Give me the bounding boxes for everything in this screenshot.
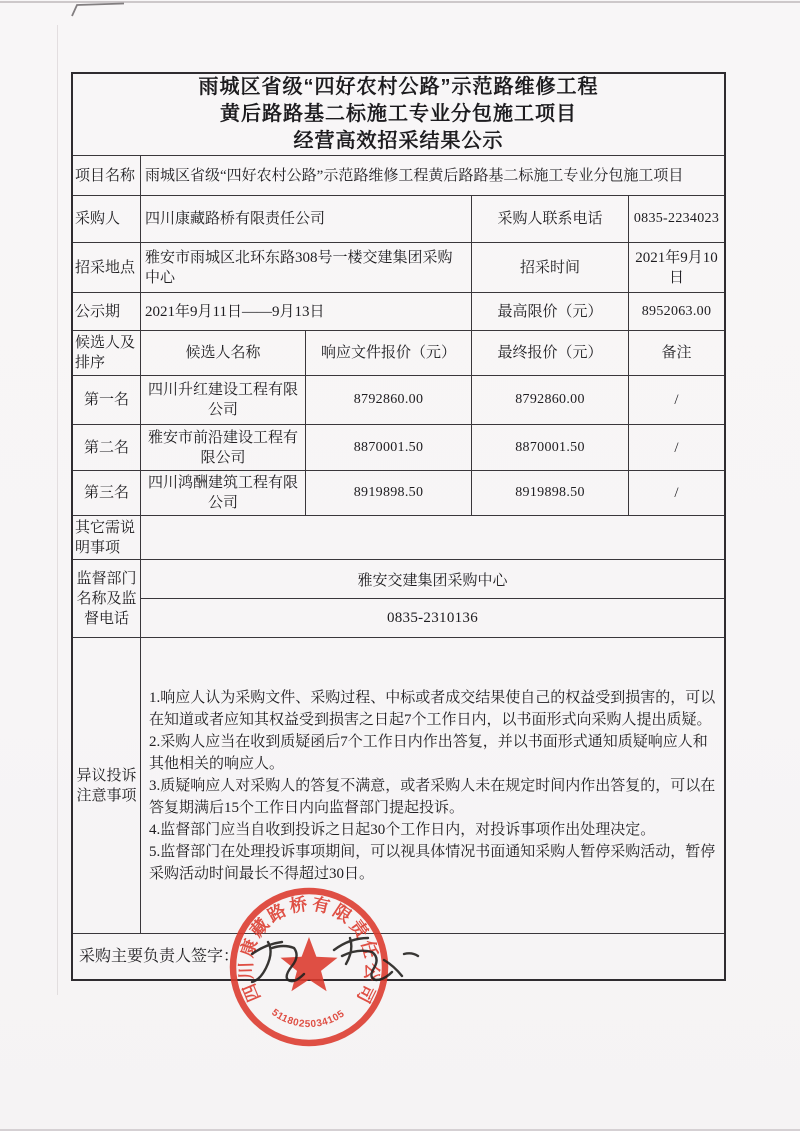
- candidate-rank: 第三名: [83, 485, 129, 501]
- handwritten-signature: [238, 920, 453, 994]
- candidate-doc-bid: 8792860.00: [305, 376, 471, 424]
- announcement-table: [71, 72, 726, 981]
- supervisor-label: 监督部门名称及监督电话: [76, 570, 137, 627]
- header-doc-bid: 响应文件报价（元）: [305, 331, 471, 375]
- candidate-doc-bid: 8919898.50: [305, 471, 471, 515]
- header-candidate-name: 候选人名称: [140, 331, 305, 375]
- objection-item-5: 5.监督部门在处理投诉事项期间，可以视具体情况书面通知采购人暂停采购活动，暂停采购活动时间最长不得超过30日。: [149, 843, 716, 882]
- supervisor-phone: 0835-2310136: [141, 598, 724, 637]
- candidate-remark: /: [628, 425, 724, 470]
- other-notes-value: [140, 516, 724, 559]
- seal-company-text: 四川康藏路桥有限责任公司: [235, 893, 383, 1010]
- max-price-value: 8952063.00: [628, 293, 724, 330]
- document-title: [73, 74, 724, 155]
- project-name-value: 雨城区省级“四好农村公路”示范路维修工程黄后路路基二标施工专业分包施工项目: [140, 156, 724, 195]
- publicity-label: 公示期: [75, 303, 121, 320]
- title-line-2: 黄后路路基二标施工专业分包施工项目: [220, 103, 577, 125]
- objection-label: 异议投诉注意事项: [76, 767, 137, 804]
- row-venue: [73, 242, 724, 292]
- objection-item-4: 4.监督部门应当自收到投诉之日起30个工作日内，对投诉事项作出处理决定。: [149, 821, 656, 838]
- candidates-section-label: 候选人及排序: [75, 335, 136, 371]
- supervisor-values: [140, 560, 724, 637]
- row-supervisor: [73, 559, 724, 637]
- candidate-remark: /: [628, 376, 724, 424]
- candidate-name: 雅安市前沿建设工程有限公司: [140, 425, 305, 470]
- candidate-remark: /: [628, 471, 724, 515]
- title-line-3: 经营高效招采结果公示: [293, 130, 504, 152]
- row-project-name: [73, 155, 724, 195]
- max-price-label: 最高限价（元）: [471, 293, 628, 330]
- project-name-label: 项目名称: [75, 167, 136, 184]
- candidates-header-row: [73, 330, 724, 375]
- row-other-notes: [73, 515, 724, 559]
- other-notes-label: 其它需说明事项: [75, 519, 136, 556]
- scan-streak-left: [57, 25, 58, 995]
- purchaser-value: 四川康藏路桥有限责任公司: [140, 196, 471, 242]
- objection-item-2: 2.采购人应当在收到质疑函后7个工作日内作出答复，并以书面形式通知质疑响应人和其他相关的响应人。: [149, 733, 708, 772]
- venue-value: 雅安市雨城区北环东路308号一楼交建集团采购中心: [140, 243, 471, 292]
- venue-label: 招采地点: [75, 259, 136, 276]
- purchaser-phone-value: 0835-2234023: [628, 196, 724, 242]
- candidate-final-bid: 8919898.50: [471, 471, 628, 515]
- seal-serial-number: 5118025034105: [269, 1007, 347, 1031]
- time-value: 2021年9月10日: [628, 243, 724, 292]
- candidate-name: 四川鸿酬建筑工程有限公司: [140, 471, 305, 515]
- objection-item-1: 1.响应人认为采购文件、采购过程、中标或者成交结果使自己的权益受到损害的，可以在知道或者应知其权益受到损害之日起7个工作日内，以书面形式向采购人提出质疑。: [149, 689, 716, 728]
- objection-item-3: 3.质疑响应人对采购人的答复不满意，或者采购人未在规定时间内作出答复的，可以在答复期满后15个工作日内向监督部门提起投诉。: [149, 777, 716, 816]
- candidate-doc-bid: 8870001.50: [305, 425, 471, 470]
- row-publicity: [73, 292, 724, 330]
- title-line-1: 雨城区省级“四好农村公路”示范路维修工程: [198, 76, 599, 98]
- header-final-bid: 最终报价（元）: [471, 331, 628, 375]
- table-row: [73, 424, 724, 470]
- scan-corner-mark: [68, 0, 128, 20]
- purchaser-label: 采购人: [75, 211, 121, 227]
- header-remark: 备注: [628, 331, 724, 375]
- time-label: 招采时间: [471, 243, 628, 292]
- table-row: [73, 470, 724, 515]
- publicity-value: 2021年9月11日——9月13日: [140, 293, 471, 330]
- table-row: [73, 375, 724, 424]
- candidate-name: 四川升红建设工程有限公司: [140, 376, 305, 424]
- candidate-final-bid: 8792860.00: [471, 376, 628, 424]
- candidate-final-bid: 8870001.50: [471, 425, 628, 470]
- supervisor-name: 雅安交建集团采购中心: [357, 572, 508, 589]
- signature-label: 采购主要负责人签字：: [79, 947, 240, 965]
- row-purchaser: [73, 195, 724, 242]
- purchaser-phone-label: 采购人联系电话: [471, 196, 628, 242]
- candidate-rank: 第一名: [83, 392, 129, 408]
- candidate-rank: 第二名: [83, 439, 129, 456]
